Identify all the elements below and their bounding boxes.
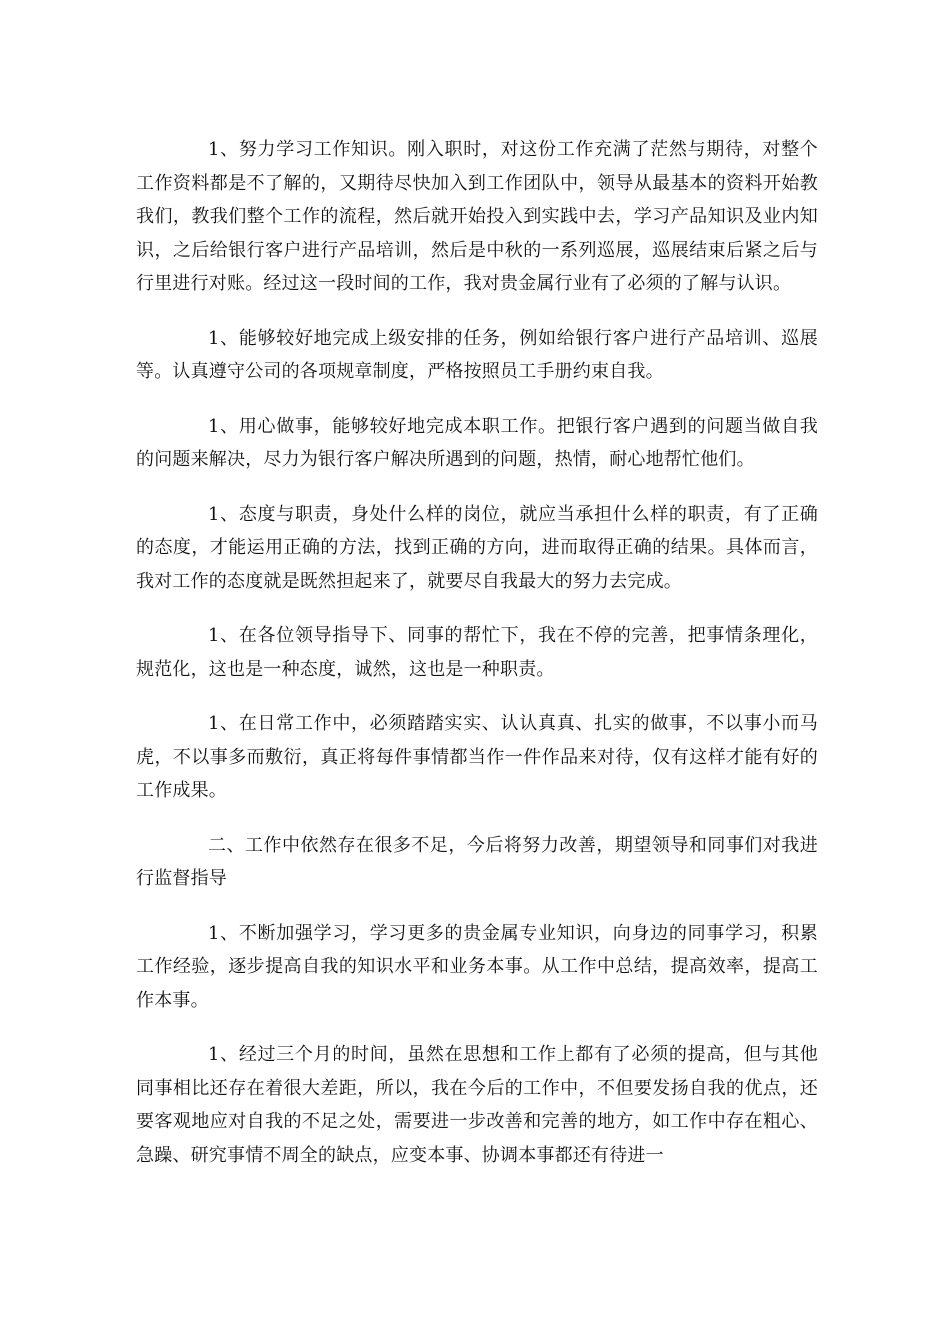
section-heading-shortcomings: 二、工作中依然存在很多不足，今后将努力改善，期望领导和同事们对我进行监督指导 (136, 834, 818, 889)
paragraph-attentive-work: 1、用心做事，能够较好地完成本职工作。把银行客户遇到的问题当做自我的问题来解决，尽力为银行客户解决所遇到的问题，热情，耐心地帮忙他们。 (136, 415, 818, 470)
paragraph-three-months: 1、经过三个月的时间，虽然在思想和工作上都有了必须的提高，但与其他同事相比还存在着很大差距，所以，我在今后的工作中，不但要发扬自我的优点，还要客观地应对自我的不足之处，需要进一步改善和完善的地方，如工作中存在粗心、急躁、研究事情不周全的缺点，应变本事、协调本事都还有待进一 (136, 1044, 818, 1166)
paragraph-daily-work: 1、在日常工作中，必须踏踏实实、认认真真、扎实的做事，不以事小而马虎，不以事多而敷衍，真正将每件事情都当作一件作品来对待，仅有这样才能有好的工作成果。 (136, 713, 818, 801)
paragraph-attitude-duty: 1、态度与职责，身处什么样的岗位，就应当承担什么样的职责，有了正确的态度，才能运用正确的方法，找到正确的方向，进而取得正确的结果。具体而言，我对工作的态度就是既然担起来了，就要尽自我最大的努力去完成。 (136, 503, 818, 592)
paragraph-complete-tasks: 1、能够较好地完成上级安排的任务，例如给银行客户进行产品培训、巡展等。认真遵守公司的各项规章制度，严格按照员工手册约束自我。 (136, 327, 818, 382)
document-body (136, 133, 818, 1193)
paragraph-keep-learning: 1、不断加强学习，学习更多的贵金属专业知识，向身边的同事学习，积累工作经验，逐步提高自我的知识水平和业务本事。从工作中总结，提高效率，提高工作本事。 (136, 922, 818, 1011)
paragraph-study-knowledge: 1、努力学习工作知识。刚入职时，对这份工作充满了茫然与期待，对整个工作资料都是不了解的，又期待尽快加入到工作团队中，领导从最基本的资料开始教我们，教我们整个工作的流程，然后就开始投入到实践中去，学习产品知识及业内知识，之后给银行客户进行产品培训，然后是中秋的一系列巡展，巡展结束后紧之后与行里进行对账。经过这一段时间的工作，我对贵金属行业有了必须的了解与认识。 (136, 139, 818, 294)
paragraph-guidance: 1、在各位领导指导下、同事的帮忙下，我在不停的完善，把事情条理化，规范化，这也是一种态度，诚然，这也是一种职责。 (136, 625, 818, 680)
